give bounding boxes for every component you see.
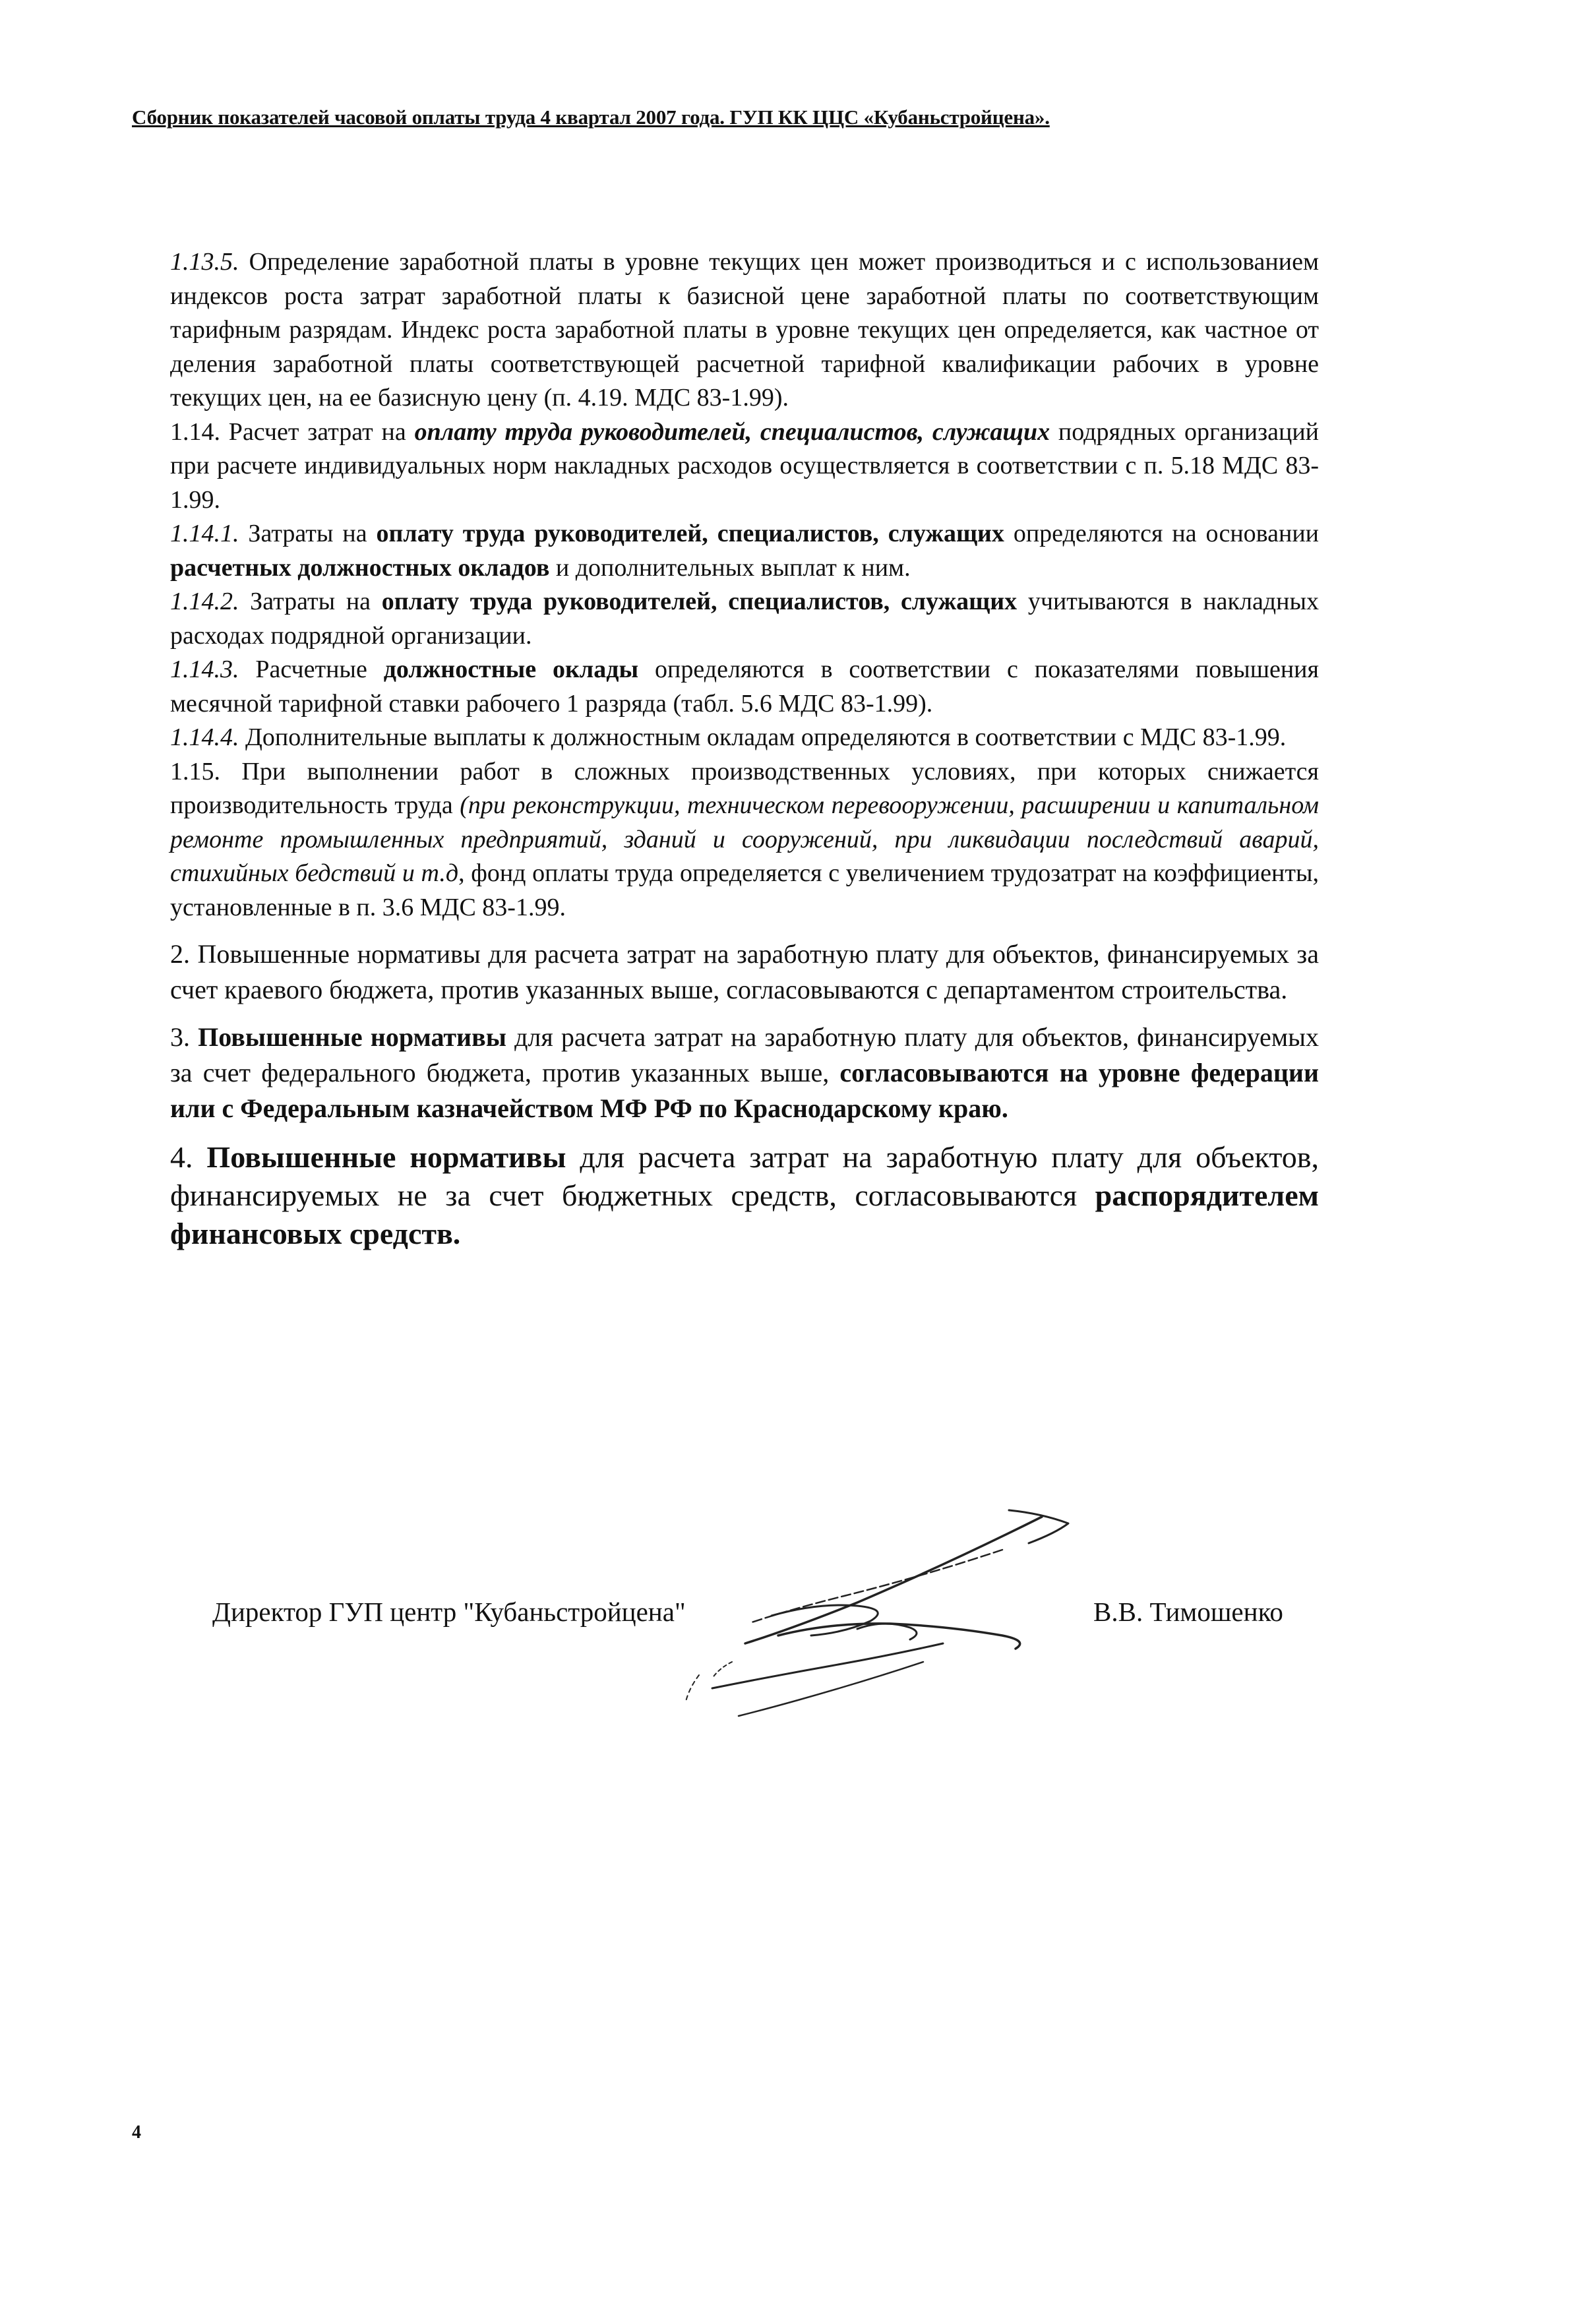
signatory-name: В.В. Тимошенко: [1093, 1597, 1283, 1627]
paragraph-text: определяются на основании: [1004, 520, 1319, 547]
paragraph-emphasis: Повышенные нормативы: [190, 1022, 506, 1052]
paragraph-number: 1.14.1.: [170, 520, 239, 547]
paragraph-2: [170, 936, 1319, 1008]
paragraph-3: [170, 1020, 1319, 1126]
paragraph-text: Затраты на: [239, 520, 377, 547]
handwritten-signature: [580, 1471, 1108, 1728]
paragraph-emphasis: согласовываются на уровне федерации или с Федеральным казначейством МФ РФ по Краснодарскому краю.: [170, 1058, 1319, 1123]
paragraph-number: 1.15.: [170, 757, 220, 785]
page-header: Сборник показателей часовой оплаты труда 4 квартал 2007 года. ГУП КК ЦЦС «Кубаньстройцена».: [132, 106, 1050, 129]
paragraph-number: 1.14.3.: [170, 656, 239, 683]
signatory-position: Директор ГУП центр "Кубаньстройцена": [212, 1597, 686, 1627]
paragraph-emphasis: распорядителем финансовых средств.: [170, 1178, 1319, 1250]
paragraph-4: [170, 1138, 1319, 1253]
page-number: 4: [132, 2122, 141, 2143]
paragraph-text: и дополнительных выплат к ним.: [549, 553, 911, 582]
paragraph-text: Расчетные: [239, 656, 384, 683]
paragraph-text: , фонд оплаты труда определяется с увеличением трудозатрат на коэффициенты, установленные в п. 3.6 МДС 83-1.99.: [170, 859, 1319, 921]
paragraph-text: подрядных организаций при расчете индивидуальных норм накладных расходов осуществляется в соответствии с п. 5.18 МДС 83-1.99.: [170, 417, 1319, 514]
paragraph-emphasis: Повышенные нормативы: [193, 1140, 566, 1174]
paragraph-text: При выполнении работ в сложных производственных условиях, при которых снижается производительность труда: [170, 757, 1319, 819]
paragraph-emphasis: расчетных должностных окладов: [170, 553, 550, 582]
paragraph-emphasis: оплату труда руководителей, специалистов, служащих: [376, 520, 1004, 547]
paragraph-text: учитываются в накладных расходах подрядной организации.: [170, 588, 1320, 650]
paragraph-number: 1.14.2.: [170, 588, 239, 615]
paragraph-1-13-5: [170, 245, 1319, 415]
paragraph-italic: (при реконструкции, техническом перевооружении, расширении и капитальном ремонте промышленных предприятий, зданий и сооружений, при ликвидации последствий аварий, стихийных бедствий и т.д: [170, 791, 1319, 887]
paragraph-emphasis: оплату труда руководителей, специалистов, служащих: [381, 588, 1018, 615]
paragraph-text: для расчета затрат на заработную плату для объектов, финансируемых не за счет бюджетных средств, согласовываются: [170, 1140, 1320, 1212]
paragraph-number: 3.: [170, 1022, 190, 1052]
paragraph-number: 1.13.5.: [170, 248, 239, 276]
paragraph-emphasis: оплату труда руководителей, специалистов, служащих: [414, 417, 1050, 446]
paragraph-emphasis: должностные оклады: [383, 656, 639, 683]
paragraph-text: для расчета затрат на заработную плату для объектов, финансируемых за счет федерального бюджета, против указанных выше,: [170, 1022, 1320, 1087]
paragraph-number: 2.: [170, 939, 190, 969]
paragraph-1-14-2: [170, 585, 1319, 653]
paragraph-text: Дополнительные выплаты к должностным окладам определяются в соответствии с МДС 83-1.99.: [239, 723, 1287, 751]
paragraph-number: 1.14.4.: [170, 723, 239, 751]
paragraph-1-14-1: [170, 517, 1319, 585]
paragraph-text: Повышенные нормативы для расчета затрат на заработную плату для объектов, финансируемых за счет краевого бюджета, против указанных выше, согласовываются с департаментом строительства.: [170, 939, 1319, 1004]
paragraph-1-14-3: [170, 653, 1319, 721]
paragraph-1-15: [170, 755, 1319, 925]
paragraph-1-14: [170, 415, 1319, 518]
paragraph-text: определяются в соответствии с показателями повышения месячной тарифной ставки рабочего 1 разряда (табл. 5.6 МДС 83-1.99).: [170, 656, 1319, 718]
document-body: [170, 245, 1319, 1253]
paragraph-text: Определение заработной платы в уровне текущих цен может производиться и с использованием индексов роста затрат заработной платы к базисной цене заработной платы по соответствующим тарифным разрядам. Индекс роста заработной платы в уровне текущих цен определяется, как частное от деления заработной платы соответствующей расчетной тарифной квалификации рабочих в уровне текущих цен, на ее базисную цену (п. 4.19. МДС 83-1.99).: [170, 248, 1319, 412]
paragraph-1-14-4: [170, 721, 1319, 755]
paragraph-number: 4.: [170, 1140, 193, 1174]
paragraph-number: 1.14.: [170, 417, 220, 446]
paragraph-text: Расчет затрат на: [220, 417, 415, 446]
paragraph-text: Затраты на: [239, 588, 382, 615]
